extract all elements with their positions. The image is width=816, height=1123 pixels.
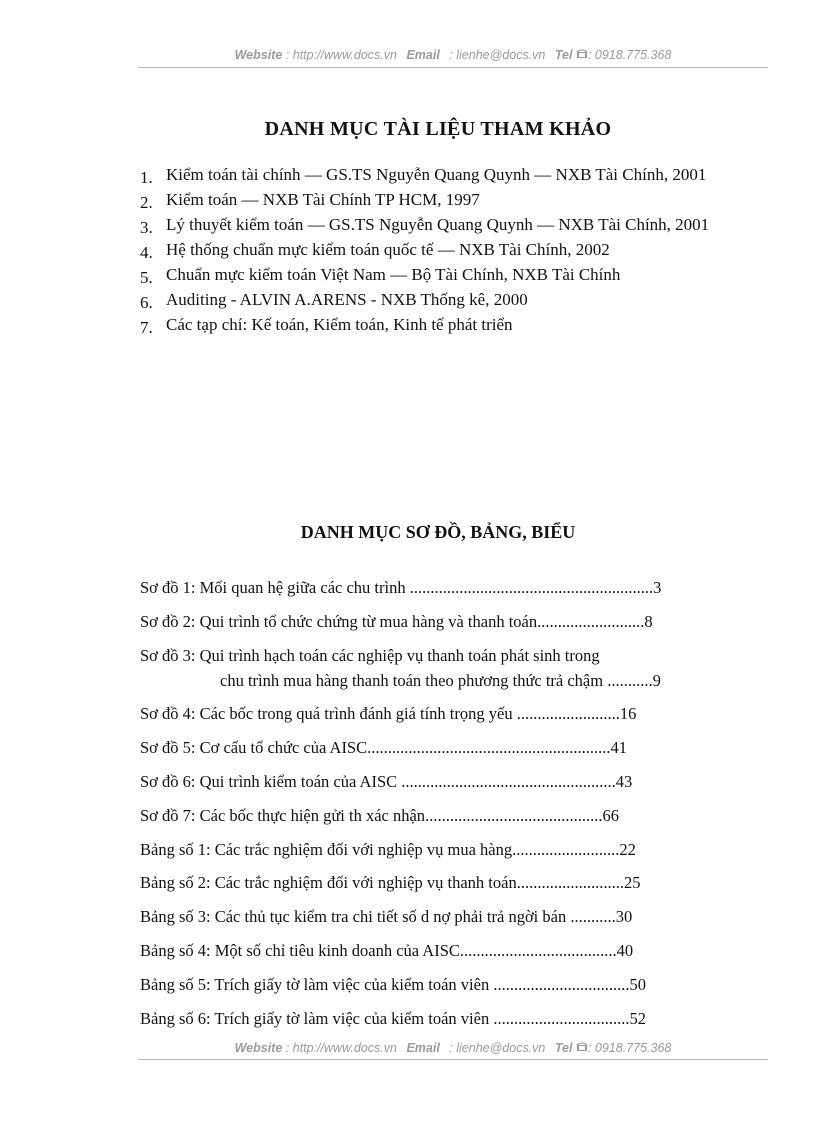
list-item: Bảng số 1: Các trắc nghiệm đối với nghiệp vụ mua hàng..........................22 — [140, 839, 636, 859]
list-item: Sơ đồ 2: Qui trình tổ chức chứng từ mua hàng và thanh toán..........................8 — [140, 611, 653, 631]
website-label: Website — [234, 1041, 283, 1055]
page-number: 25 — [623, 873, 641, 893]
reference-item: 5. Chuẩn mực kiểm toán Việt Nam — Bộ Tài Chính, NXB Tài Chính — [140, 265, 621, 287]
list-item: Sơ đồ 1: Mối quan hệ giữa các chu trình ...........................................................3 — [140, 578, 662, 597]
references-title: DANH MỤC TÀI LIỆU THAM KHẢO — [264, 118, 612, 140]
list-item: Bảng số 2: Các trắc nghiệm đối với nghiệp vụ thanh toán..........................25 — [140, 873, 641, 893]
list-item: Sơ đồ 7: Các bốc thực hiện gửi th xác nhận...........................................66 — [140, 805, 619, 825]
list-item: Sơ đồ 6: Qui trình kiểm toán của AISC ....................................................43 — [140, 771, 633, 791]
website-label: Website — [234, 48, 283, 62]
reference-item: 4. Hệ thống chuẩn mực kiểm toán quốc tế — NXB Tài Chính, 2002 — [140, 240, 610, 262]
page-footer — [138, 1041, 768, 1055]
page-number: 3 — [653, 578, 662, 597]
list-item: Bảng số 5: Trích giấy tờ làm việc của kiểm toán viên .................................50 — [140, 974, 646, 994]
figures-title: DANH MỤC SƠ ĐỒ, BẢNG, BIỂU — [300, 522, 576, 542]
website-value: : http://www.docs.vn — [285, 48, 397, 62]
header-divider — [138, 67, 768, 68]
list-item: Sơ đồ 5: Cơ cấu tổ chức của AISC...........................................................41 — [140, 738, 627, 758]
list-item: Bảng số 6: Trích giấy tờ làm việc của kiểm toán viên .................................52 — [140, 1008, 646, 1028]
page-number: 52 — [629, 1008, 646, 1028]
list-item: Bảng số 3: Các thủ tục kiểm tra chi tiết số d nợ phải trả ngời bán ...........30 — [140, 907, 633, 927]
references-list — [140, 162, 738, 337]
page-number: 30 — [615, 907, 633, 927]
website-value: : http://www.docs.vn — [285, 1041, 397, 1055]
list-item: Sơ đồ 3: Qui trình hạch toán các nghiệp vụ thanh toán phát sinh trong chu trình mua hàng thanh toán theo phương thức trả chậm ...........9 — [140, 645, 661, 690]
reference-item: 3. Lý thuyết kiểm toán — GS.TS Nguyễn Quang Quynh — NXB Tài Chính, 2001 — [140, 215, 710, 237]
tel-value: : 0918.775.368 — [587, 48, 672, 62]
page-number: 40 — [616, 940, 634, 960]
page-number: 16 — [619, 704, 637, 724]
reference-item: 7. Các tạp chí: Kế toán, Kiểm toán, Kinh tế phát triển — [140, 315, 513, 337]
reference-item: 6. Auditing - ALVIN A.ARENS - NXB Thống kê, 2000 — [140, 290, 528, 312]
page-number: 41 — [610, 738, 627, 758]
page-number: 8 — [644, 611, 653, 631]
email-label: Email — [406, 1041, 440, 1055]
footer-divider — [138, 1059, 768, 1060]
email-value: : lienhe@docs.vn — [449, 48, 546, 62]
phone-icon — [576, 1041, 588, 1055]
page-number: 22 — [619, 839, 636, 859]
email-value: : lienhe@docs.vn — [449, 1041, 546, 1055]
tel-label: Tel — [554, 48, 573, 62]
tel-label: Tel — [554, 1041, 573, 1055]
page-number: 43 — [615, 771, 633, 791]
list-item: Bảng số 4: Một số chỉ tiêu kinh doanh của AISC......................................40 — [140, 940, 634, 960]
phone-icon — [576, 48, 588, 62]
figures-list — [140, 575, 762, 1039]
page-number: 9 — [652, 670, 661, 690]
list-item: Sơ đồ 4: Các bốc trong quá trình đánh giá tính trọng yếu .........................16 — [140, 704, 637, 724]
page-number: 50 — [629, 974, 646, 994]
reference-item: 1. Kiểm toán tài chính — GS.TS Nguyễn Quang Quynh — NXB Tài Chính, 2001 — [140, 165, 707, 187]
email-label: Email — [406, 48, 440, 62]
page-number: 66 — [602, 805, 619, 825]
reference-item: 2. Kiểm toán — NXB Tài Chính TP HCM, 1997 — [140, 190, 480, 212]
tel-value: : 0918.775.368 — [587, 1041, 672, 1055]
page-header — [138, 48, 768, 62]
